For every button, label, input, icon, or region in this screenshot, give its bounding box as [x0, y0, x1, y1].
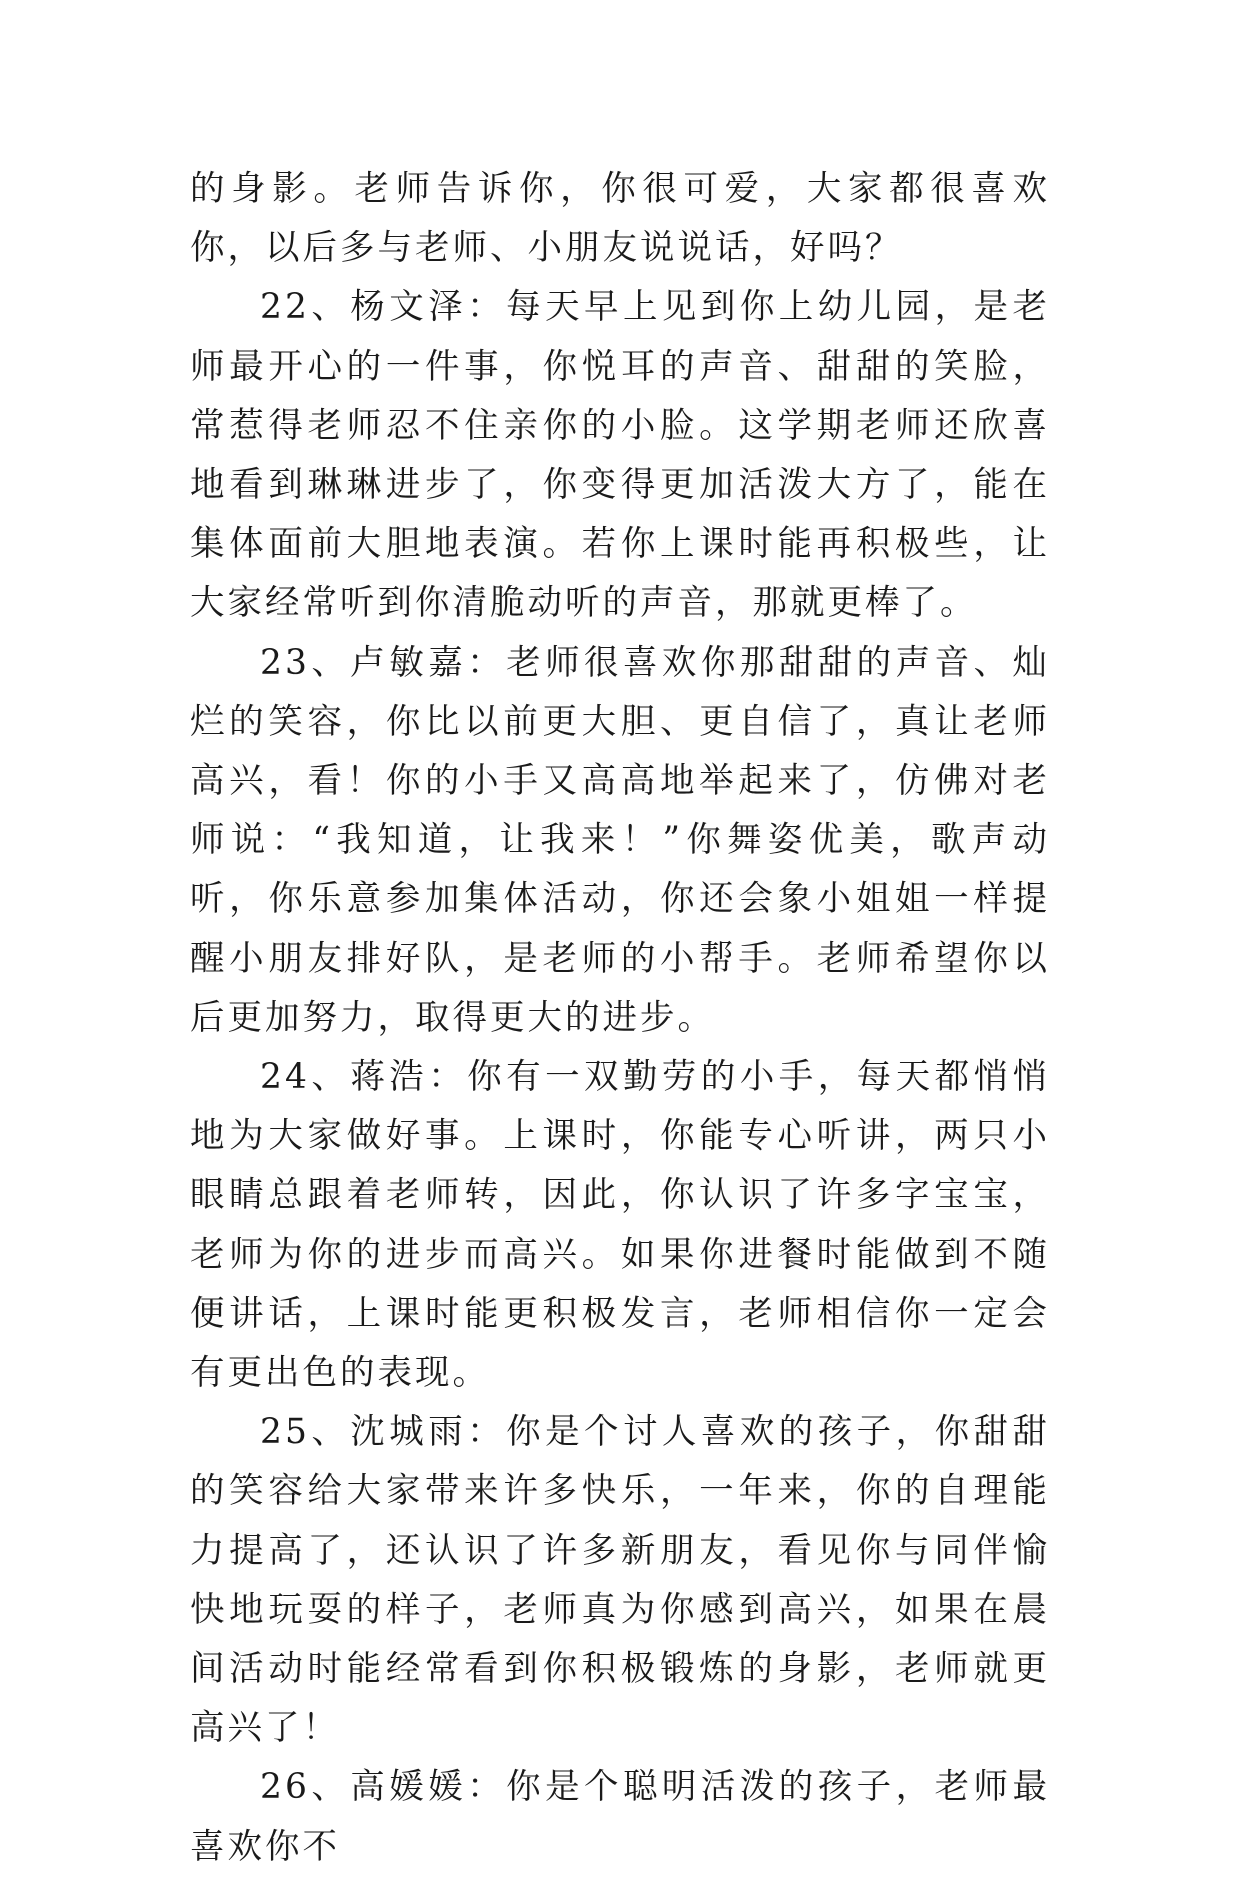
body-text [190, 160, 1050, 1877]
paragraph-comment-26: 26、高媛媛：你是个聪明活泼的孩子，老师最喜欢你不 [190, 1767, 1050, 1867]
paragraph-comment-22: 22、杨文泽：每天早上见到你上幼儿园，是老师最开心的一件事，你悦耳的声音、甜甜的笑脸，常惹得老师忍不住亲你的小脸。这学期老师还欣喜地看到琳琳进步了，你变得更加活泼大方了，能在集体面前大胆地表演。若你上课时能再积极些，让大家经常听到你清脆动听的声音，那就更棒了。 [190, 287, 1050, 624]
paragraph-comment-25: 25、沈城雨：你是个讨人喜欢的孩子，你甜甜的笑容给大家带来许多快乐，一年来，你的自理能力提高了，还认识了许多新朋友，看见你与同伴愉快地玩耍的样子，老师真为你感到高兴，如果在晨间活动时能经常看到你积极锻炼的身影，老师就更高兴了！ [190, 1412, 1050, 1749]
paragraph-comment-24: 24、蒋浩：你有一双勤劳的小手，每天都悄悄地为大家做好事。上课时，你能专心听讲，两只小眼睛总跟着老师转，因此，你认识了许多字宝宝，老师为你的进步而高兴。如果你进餐时能做到不随便讲话，上课时能更积极发言，老师相信你一定会有更出色的表现。 [190, 1057, 1050, 1394]
paragraph-continuation: 的身影。老师告诉你，你很可爱，大家都很喜欢你，以后多与老师、小朋友说说话，好吗？ [190, 169, 1050, 269]
paragraph-comment-23: 23、卢敏嘉：老师很喜欢你那甜甜的声音、灿烂的笑容，你比以前更大胆、更自信了，真让老师高兴，看！你的小手又高高地举起来了，仿佛对老师说：“我知道，让我来！”你舞姿优美，歌声动听，你乐意参加集体活动，你还会象小姐姐一样提醒小朋友排好队，是老师的小帮手。老师希望你以后更加努力，取得更大的进步。 [190, 642, 1050, 1038]
